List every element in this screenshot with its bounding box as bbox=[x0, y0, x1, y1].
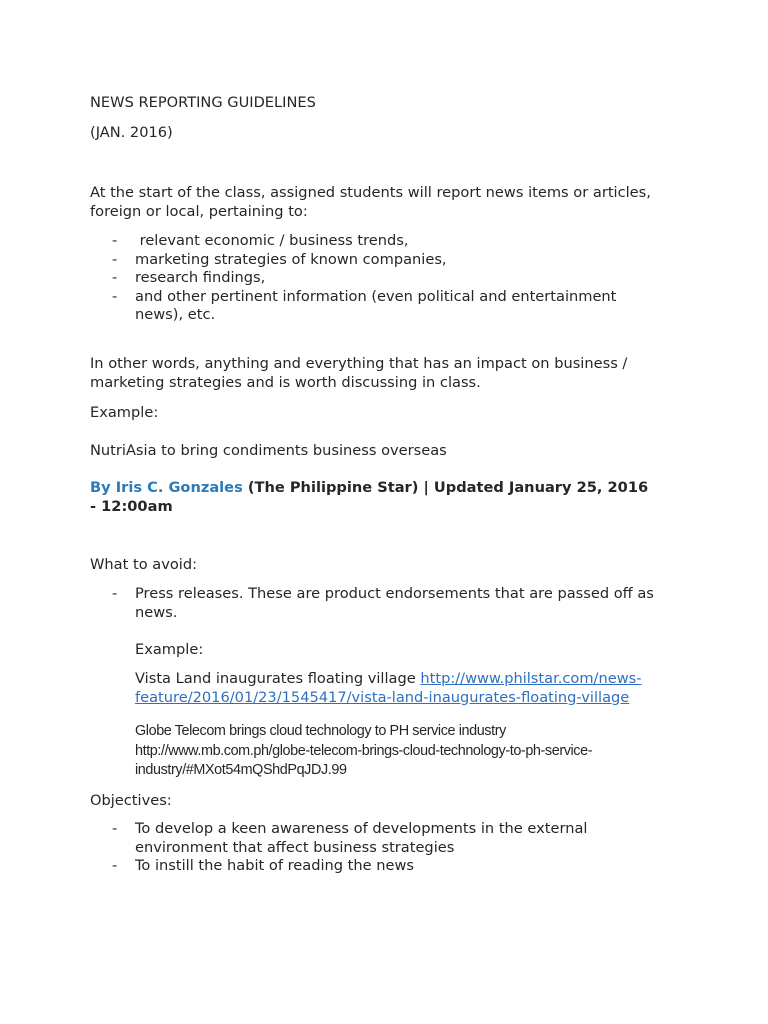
objectives-list bbox=[90, 820, 587, 876]
list-item-text: environment that affect business strategies bbox=[135, 838, 455, 856]
avoid-example-label: Example: bbox=[135, 641, 204, 658]
objectives-label: Objectives: bbox=[90, 792, 172, 809]
topics-list bbox=[90, 232, 616, 325]
byline-time: - 12:00am bbox=[90, 498, 173, 515]
globe-url: industry/#MXot54mQShdPqJDJ.99 bbox=[135, 762, 347, 778]
dash-marker: - bbox=[112, 585, 118, 602]
list-item bbox=[90, 288, 616, 325]
list-item-text: relevant economic / business trends, bbox=[135, 232, 409, 249]
avoid-label: What to avoid: bbox=[90, 556, 198, 573]
list-item bbox=[90, 269, 616, 288]
list-item-text: marketing strategies of known companies, bbox=[135, 250, 447, 268]
globe-headline: Globe Telecom brings cloud technology to PH service industry bbox=[135, 723, 506, 739]
document-date: (JAN. 2016) bbox=[90, 124, 173, 141]
document-title: NEWS REPORTING GUIDELINES bbox=[90, 94, 316, 111]
globe-example bbox=[135, 722, 592, 781]
author-link[interactable]: By Iris C. Gonzales bbox=[90, 479, 243, 496]
intro-line: At the start of the class, assigned students will report news items or articles, bbox=[90, 184, 651, 201]
vista-example bbox=[135, 670, 642, 707]
dash-marker: - bbox=[112, 269, 118, 286]
list-item-text: research findings, bbox=[135, 269, 266, 286]
dash-marker: - bbox=[112, 857, 118, 874]
summary-line: In other words, anything and everything that has an impact on business / bbox=[90, 355, 628, 372]
example-label: Example: bbox=[90, 404, 159, 421]
list-item bbox=[90, 251, 616, 270]
byline bbox=[90, 478, 648, 516]
summary-line: marketing strategies and is worth discussing in class. bbox=[90, 374, 481, 391]
list-item bbox=[90, 585, 654, 622]
list-item-text: news. bbox=[135, 603, 178, 621]
globe-url: http://www.mb.com.ph/globe-telecom-brings-cloud-technology-to-ph-service- bbox=[135, 742, 593, 759]
list-item-text: To instill the habit of reading the news bbox=[135, 857, 415, 874]
list-item-text: news), etc. bbox=[135, 306, 216, 323]
dash-marker: - bbox=[112, 287, 118, 305]
avoid-list bbox=[90, 585, 654, 622]
example-headline: NutriAsia to bring condiments business overseas bbox=[90, 442, 447, 459]
vista-link[interactable]: http://www.philstar.com/news- bbox=[420, 670, 642, 687]
dash-marker: - bbox=[112, 820, 118, 837]
intro-paragraph bbox=[90, 183, 651, 221]
list-item-text: Press releases. These are product endorsements that are passed off as bbox=[135, 585, 654, 602]
list-item-text: To develop a keen awareness of developments in the external bbox=[135, 820, 588, 837]
intro-line: foreign or local, pertaining to: bbox=[90, 203, 308, 220]
vista-link[interactable]: feature/2016/01/23/1545417/vista-land-inaugurates-floating-village bbox=[135, 688, 630, 706]
dash-marker: - bbox=[112, 232, 118, 249]
dash-marker: - bbox=[112, 250, 118, 268]
list-item bbox=[90, 857, 587, 876]
list-item-text: and other pertinent information (even political and entertainment bbox=[135, 287, 617, 305]
vista-headline: Vista Land inaugurates floating village bbox=[135, 670, 421, 687]
summary-paragraph bbox=[90, 354, 627, 392]
byline-source: (The Philippine Star) | Updated January 25, 2016 bbox=[242, 479, 649, 496]
list-item bbox=[90, 232, 616, 251]
list-item bbox=[90, 820, 587, 857]
